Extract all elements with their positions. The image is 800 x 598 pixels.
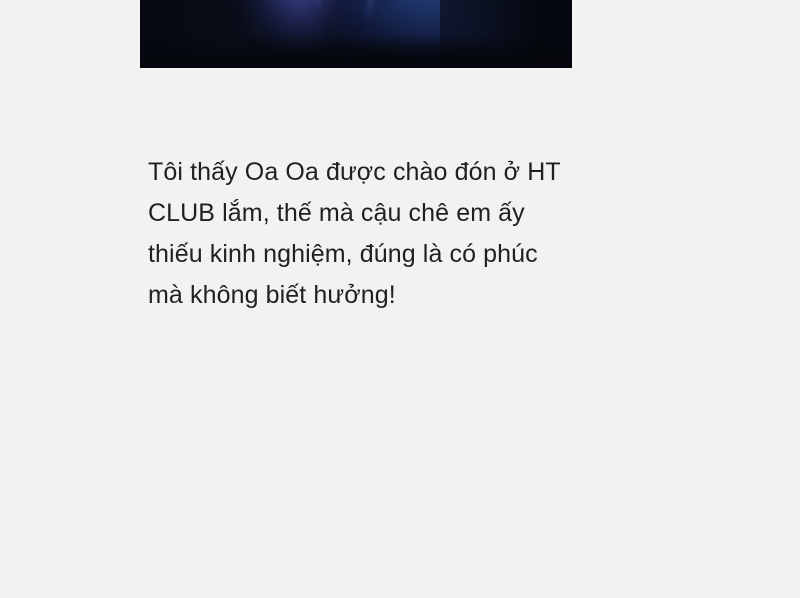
dialogue-caption-text: Tôi thấy Oa Oa được chào đón ở HT CLUB lắm, thế mà cậu chê em ấy thiếu kinh nghiệm, đúng là có phúc mà không biết hưởng!	[148, 158, 568, 309]
comic-panel-image	[140, 0, 572, 68]
panel-bottom-vignette	[140, 34, 572, 68]
